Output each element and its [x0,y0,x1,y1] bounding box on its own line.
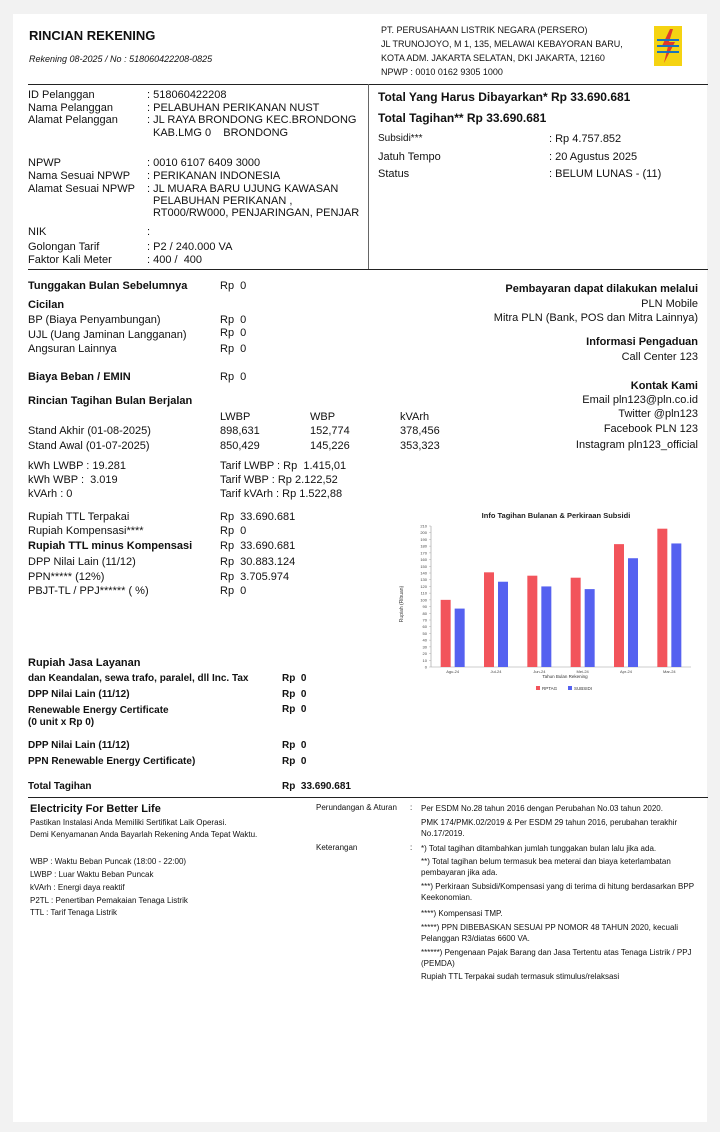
meter-end-lwbp: 898,631 [220,425,260,437]
slogan: Electricity For Better Life [30,803,161,815]
rec-label-detail: (0 unit x Rp 0) [28,717,95,728]
maintenance-label: dan Keandalan, sewa trafo, paralel, dll Inc. Tax [28,673,249,684]
chart-bar-subsidi [455,609,465,667]
regulation-colon: : [410,803,413,812]
chart-x-tick-label: Apr-24 [619,669,633,674]
chart-y-tick-label: 10 [422,657,427,663]
chart-y-tick-label: 140 [420,570,427,576]
nik-label: NIK [28,226,47,238]
chart-y-tick-label: 60 [422,624,427,630]
call-center: Call Center 123 [621,351,698,363]
other-installment-value: Rp 0 [220,343,247,355]
chart-y-tick-label: 40 [422,637,427,643]
subsidy-value: : Rp 4.757.852 [549,133,622,145]
chart-x-tick-label: Mei-24 [576,669,589,674]
rec-dpp-label: DPP Nilai Lain (11/12) [28,740,130,751]
chart-y-tick-label: 190 [420,536,427,542]
note-item: *****) PPN DIBEBASKAN SESUAI PP NOMOR 48 TAHUN 2020, kecuali Pelanggan R3/diatas 6600 VA. [421,923,678,943]
npwp-name-value: : PERIKANAN INDONESIA [147,170,281,182]
chart-y-tick-label: 170 [420,550,427,556]
services-heading: Rupiah Jasa Layanan [28,657,141,669]
npwp-address-label: Alamat Sesuai NPWP [28,183,135,195]
regulation-text: Per ESDM No.28 tahun 2016 dengan Perubahan No.03 tahun 2020. [421,804,663,813]
chart-y-tick-label: 110 [420,590,427,596]
chart-y-tick-label: 0 [424,664,427,670]
arrears-label: Tunggakan Bulan Sebelumnya [28,280,188,292]
note-item: *) Total tagihan ditambahkan jumlah tunggakan bulan lalu jika ada. [421,844,657,853]
rec-value: Rp 0 [282,704,307,715]
tarif-wbp: Tarif WBP : Rp 2.122,52 [220,474,338,486]
notes-colon: : [410,843,413,852]
meter-col-lwbp: LWBP [220,411,251,423]
customer-name-value: : PELABUHAN PERIKANAN NUST [147,102,320,114]
meter-end-wbp: 152,774 [310,425,350,437]
kwh-wbp: kWh WBP : 3.019 [28,474,118,486]
chart-y-tick-label: 70 [422,617,427,623]
due-date-value: : 20 Agustus 2025 [549,151,638,163]
chart-legend-swatch [568,686,572,690]
note-item: ***) Perkiraan Subsidi/Kompensasi yang di terima di hitung berdasarkan BPP Keekonomian. [421,882,694,902]
compensation-value: Rp 0 [220,525,247,537]
chart-x-tick-label: Agu-24 [446,669,460,674]
ttl-minus-comp-label: Rupiah TTL minus Kompensasi [28,540,193,552]
ttl-minus-comp-value: Rp 33.690.681 [220,540,296,552]
document-title: RINCIAN REKENING [29,28,156,43]
company-line: JL TRUNOJOYO, M 1, 135, MELAWAI KEBAYORAN BARU, [381,39,623,49]
customer-address-label: Alamat Pelanggan [28,114,118,126]
complaint-heading: Informasi Pengaduan [586,336,698,348]
payment-heading: Pembayaran dapat dilakukan melalui [505,283,698,295]
chart-y-tick-label: 50 [422,630,427,636]
chart-bar-rptag [657,529,667,667]
pbjt-value: Rp 0 [220,585,247,597]
compensation-label: Rupiah Kompensasi**** [28,525,144,537]
divider [28,269,708,270]
contact-email: Email pln123@pln.co.id [582,394,698,406]
chart-x-tick-label: Mar-24 [662,669,676,674]
chart-bar-subsidi [628,558,638,667]
notes-label: Keterangan [316,843,358,852]
abbreviation: TTL : Tarif Tenaga Listrik [30,908,117,917]
chart-title: Info Tagihan Bulanan & Perkiraan Subsidi [481,511,631,520]
chart-bar-rptag [571,578,581,667]
grand-total-label: Total Tagihan [28,781,92,792]
note-item: Rupiah TTL Terpakai sudah termasuk stimulus/relaksasi [421,972,620,981]
meter-factor-value: : 400 / 400 [147,254,203,266]
meter-factor-label: Faktor Kali Meter [28,254,112,266]
contact-facebook: Facebook PLN 123 [603,423,698,435]
grand-total-value: Rp 33.690.681 [282,781,351,792]
payment-channel: PLN Mobile [641,298,698,310]
company-address [381,23,623,79]
dpp-value: Rp 30.883.124 [220,556,296,568]
chart-bar-subsidi [585,589,595,667]
ujl-label: UJL (Uang Jaminan Langganan) [28,329,187,341]
status-label: Status [378,168,410,180]
arrears-value: Rp 0 [220,280,247,292]
pbjt-label: PBJT-TL / PPJ****** ( %) [28,585,149,597]
chart-xlabel: Tahun Bulan Rekening [542,674,588,679]
tariff-value: : P2 / 240.000 VA [147,241,233,253]
rec-label: Renewable Energy Certificate [28,705,169,716]
company-line: NPWP : 0010 0162 9305 1000 [381,67,503,77]
chart-y-tick-label: 90 [422,604,427,610]
meter-col-wbp: WBP [310,411,336,423]
meter-start-wbp: 145,226 [310,440,350,452]
due-date-label: Jatuh Tempo [378,151,441,163]
customer-id-value: : 518060422208 [147,89,227,101]
company-line: KOTA ADM. JAKARTA SELATAN, DKI JAKARTA, 12160 [381,53,605,63]
bill-number: Rekening 08-2025 / No : 518060422208-0825 [29,54,213,64]
kvarh-usage: kVArh : 0 [28,488,73,500]
subsidy-label: Subsidi*** [378,133,423,144]
installment-heading: Cicilan [28,299,65,311]
meter-end-kvarh: 378,456 [400,425,440,437]
chart-bar-rptag [484,572,494,667]
customer-address-value: KAB.LMG 0 BRONDONG [153,127,289,139]
chart-y-tick-label: 150 [420,563,427,569]
billing-chart [391,509,701,699]
meter-col-kvarh: kVArh [400,411,430,423]
npwp-address-value: PELABUHAN PERIKANAN , [153,195,293,207]
chart-y-tick-label: 180 [420,543,427,549]
chart-bar-subsidi [541,586,551,667]
npwp-value: : 0010 6107 6409 3000 [147,157,261,169]
bill-document [13,14,707,1122]
chart-bar-rptag [614,544,624,667]
ttl-value: Rp 33.690.681 [220,511,296,523]
chart-y-tick-label: 130 [420,577,427,583]
rec-dpp-value: Rp 0 [282,740,307,751]
meter-start-kvarh: 353,323 [400,440,440,452]
bp-value: Rp 0 [220,314,247,326]
note-item: **) Total tagihan belum termasuk bea meterai dan biaya keterlambatan pembayaran jika ada. [421,857,671,877]
chart-y-tick-label: 80 [422,610,427,616]
service-dpp-label: DPP Nilai Lain (11/12) [28,689,130,700]
contact-twitter: Twitter @pln123 [618,408,698,420]
emin-label: Biaya Beban / EMIN [28,371,131,383]
customer-name-label: Nama Pelanggan [28,102,114,114]
chart-y-tick-label: 20 [422,651,427,657]
other-installment-label: Angsuran Lainnya [28,343,117,355]
pln-logo-icon [654,26,682,66]
company-line: PT. PERUSAHAAN LISTRIK NEGARA (PERSERO) [381,25,588,35]
chart-y-tick-label: 120 [420,583,427,589]
kwh-lwbp: kWh LWBP : 19.281 [28,460,127,472]
tariff-label: Golongan Tarif [28,241,100,253]
chart-x-tick-label: Jul-24 [490,669,502,674]
customer-address-value: : JL RAYA BRONDONG KEC.BRONDONG [147,114,357,126]
footer-note: Pastikan Instalasi Anda Memiliki Sertifikat Laik Operasi. [30,818,227,827]
current-bill-heading: Rincian Tagihan Bulan Berjalan [28,395,193,407]
contact-instagram: Instagram pln123_official [575,439,698,451]
emin-value: Rp 0 [220,371,247,383]
npwp-label: NPWP [28,157,61,169]
chart-y-tick-label: 160 [420,557,427,563]
abbreviation: LWBP : Luar Waktu Beban Puncak [30,870,154,879]
meter-start-label: Stand Awal (01-07-2025) [28,440,150,452]
ujl-value: Rp 0 [220,327,247,339]
npwp-name-label: Nama Sesuai NPWP [28,170,131,182]
service-dpp-value: Rp 0 [282,689,307,700]
tarif-kvarh: Tarif kVArh : Rp 1.522,88 [220,488,343,500]
payment-channel: Mitra PLN (Bank, POS dan Mitra Lainnya) [493,312,698,324]
chart-y-tick-label: 30 [422,644,427,650]
chart-legend-label: RPTAG [542,686,558,691]
total-bill: Total Tagihan** Rp 33.690.681 [378,111,547,125]
chart-y-tick-label: 210 [420,523,427,529]
npwp-address-value: : JL MUARA BARU UJUNG KAWASAN [147,183,339,195]
meter-start-lwbp: 850,429 [220,440,260,452]
regulation-label: Perundangan & Aturan [316,803,397,812]
maintenance-value: Rp 0 [282,673,307,684]
abbreviation: WBP : Waktu Beban Puncak (18:00 - 22:00) [30,857,187,866]
ppn-value: Rp 3.705.974 [220,571,290,583]
total-due: Total Yang Harus Dibayarkan* Rp 33.690.681 [378,90,631,104]
dpp-label: DPP Nilai Lain (11/12) [28,556,136,568]
chart-legend-swatch [536,686,540,690]
note-item: ******) Pengenaan Pajak Barang dan Jasa Tertentu atas Tenaga Listrik / PPJ (PEMDA) [421,948,692,968]
abbreviation: kVArh : Energi daya reaktif [30,883,125,892]
rec-ppn-label: PPN Renewable Energy Certificate) [28,756,196,767]
chart-bar-rptag [441,600,451,667]
chart-y-tick-label: 200 [420,530,427,536]
ttl-label: Rupiah TTL Terpakai [28,511,130,523]
chart-y-tick-label: 100 [420,597,427,603]
chart-legend-label: SUBSIDI [574,686,593,691]
divider [28,797,708,798]
chart-bar-subsidi [671,543,681,667]
ppn-label: PPN***** (12%) [28,571,105,583]
nik-value: : [147,226,151,238]
note-item: ****) Kompensasi TMP. [421,909,503,918]
rec-ppn-value: Rp 0 [282,756,307,767]
npwp-address-value: RT000/RW000, PENJARINGAN, PENJAR [153,207,360,219]
chart-bar-subsidi [498,582,508,667]
chart-ylabel: Rupiah (Ribuan) [399,585,405,623]
chart-bar-rptag [527,576,537,667]
chart-x-tick-label: Jun-24 [533,669,546,674]
bp-label: BP (Biaya Penyambungan) [28,314,161,326]
customer-id-label: ID Pelanggan [28,89,95,101]
meter-end-label: Stand Akhir (01-08-2025) [28,425,151,437]
regulation-text: PMK 174/PMK.02/2019 & Per ESDM 29 tahun 2016, perubahan terakhir No.17/2019. [421,818,678,838]
contact-heading: Kontak Kami [630,380,698,392]
abbreviation: P2TL : Penertiban Pemakaian Tenaga Listrik [30,896,188,905]
status-badge: : BELUM LUNAS - (11) [549,168,662,180]
tarif-lwbp: Tarif LWBP : Rp 1.415,01 [220,460,347,472]
divider-vertical [368,84,369,269]
footer-note: Demi Kenyamanan Anda Bayarlah Rekening Anda Tepat Waktu. [30,830,258,839]
